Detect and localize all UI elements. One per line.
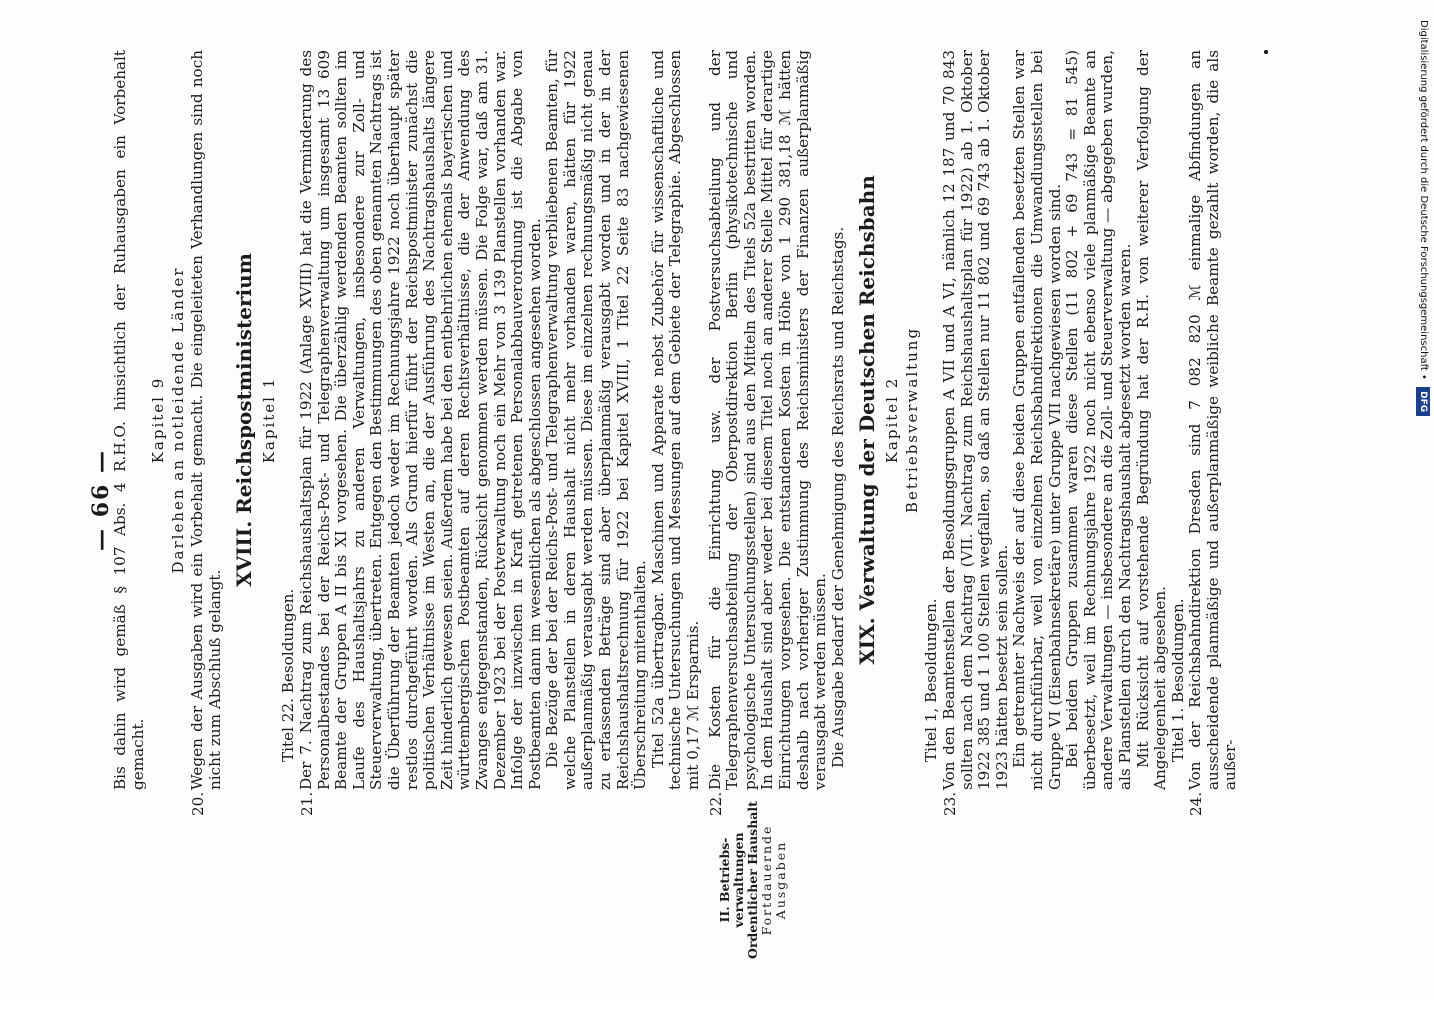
title-line: Titel 1, Besoldungen. [922, 598, 941, 762]
main-column [111, 50, 1240, 816]
item-text: Ein getrennter Nachweis der auf diese beiden Gruppen entfallenden besetzten Stellen war nicht durchführbar, weil von einzelnen Reichsbahndirektionen die Umwandlungsstellen bei Gruppe VI (Eisenbahnsekretäre) unter Gruppe VII nachgewiesen worden sind. [1010, 50, 1064, 790]
section-heading: XVIII. Reichspostministerium [232, 253, 257, 587]
item-text: Von der Reichsbahndirektion Dresden sind 7 082 820 ℳ einmalige Abfindungen an ausscheidende planmäßige und außerplanmäßige weibliche Beamte gezahlt worden, die als außer- [1186, 50, 1240, 790]
margin-note [718, 780, 788, 980]
page-mark [1264, 50, 1268, 54]
chapter-title: Betriebsverwaltung [903, 326, 922, 514]
rotated-document [88, 20, 1328, 980]
item-text: Die Ausgabe bedarf der Genehmigung des Reichsrats und Reichstags. [828, 226, 847, 768]
title-line: Titel 22. Besoldungen. [279, 588, 298, 762]
dfg-logo-icon: DFG [1416, 387, 1430, 416]
credit-text: Digitalisierung gefördert durch die Deutsche Forschungsgemeinschaft • [1418, 20, 1429, 380]
item-23 [939, 50, 1170, 816]
chapter-heading: Kapitel 1 [260, 376, 279, 464]
item-20 [188, 50, 224, 816]
sidebar-credit [1412, 0, 1434, 1020]
item-21 [296, 50, 703, 816]
margin-line: Ausgaben [773, 840, 788, 920]
margin-line: verwaltungen [731, 832, 746, 928]
item-text: Mit Rücksicht auf vorstehende Begründung hat der R.H. von weiterer Verfolgung der Angelegenheit abgesehen. [1133, 50, 1170, 790]
margin-line: Fortdauernde [759, 824, 774, 936]
item-text: Der 7. Nachtrag zum Reichshaushaltsplan für 1922 (Anlage XVIII) hat die Verminderung des Personalbestandes bei der Reichs-Post- und Telegraphenverwaltung um insgesamt 13 609 Beamte der Gruppen A II bis XI vorgesehen. Die überzählig werdenden Beamten sollten im Laufe des Haushaltsjahrs zu anderen Verwaltungen, insbesondere zur Zoll- und Steuerverwaltung, übertreten. Entgegen den Bestimmungen des oben genannten Nachtrags ist die Überführung der Beamten jedoch weder im Rechnungsjahre 1922 noch überhaupt später restlos durchgeführt worden. Als Grund hierfür führt der Reichspostminister zunächst die politischen Verhältnisse im Westen an, die der Ausführung des Nachtragshaushalts längere Zeit hinderlich gewesen seien. Außerdem habe bei den entbehrlichen ehemals bayerischen und württembergischen Postbeamten auf deren Rechtsverhältnisse, die der Anwendung des Zwanges entgegenstanden, Rücksicht genommen werden müssen. Die Folge war, daß am 31. Dezember 1923 bei der Postverwaltung noch ein Mehr von 3 139 Planstellen vorhanden war. Infolge der inzwischen in Kraft getretenen Personalabbauverordnung ist die Abgabe von Postbeamten dann im wesentlichen als abgeschlossen angesehen worden. [296, 50, 544, 790]
page-number: — 66 — [88, 449, 114, 551]
item-text: Wegen der Ausgaben wird ein Vorbehalt gemacht. Die eingeleiteten Verhandlungen sind noch nicht zum Abschluß gelangt. [188, 50, 224, 790]
title-line: Titel 1. Besoldungen. [1168, 598, 1187, 762]
item-number: 22. [706, 791, 725, 816]
chapter-heading: Kapitel 9 [149, 376, 168, 464]
intro-paragraph: Bis dahin wird gemäß § 107 Abs. 4 R.H.O. hinsichtlich der Ruhausgaben ein Vorbehalt gemacht. [111, 50, 147, 790]
item-22 [705, 50, 848, 816]
margin-line: Ordentlicher Haushalt [745, 801, 760, 959]
item-number: 23. [940, 791, 959, 816]
item-text: Von den Beamtenstellen der Besoldungsgruppen A VII und A VI, nämlich 12 187 und 70 843 sollten nach dem Nachtrag (VII. Nachtrag zum Reichshaushaltsplan für 1922) ab 1. Oktober 1922 385 und 1 100 Stellen wegfallen, so daß an Stellen nur 11 802 und 69 743 ab 1. Oktober 1923 hätten besetzt sein sollen. [939, 50, 1011, 790]
item-text: Bei beiden Gruppen zusammen waren diese Stellen (11 802 + 69 743 = 81 545) überbesetzt, weil im Rechnungsjahre 1922 noch nicht ebenso viele planmäßige Beamte an andere Verwaltungen — insbesondere an die Zoll- und Steuerverwaltung — abgegeben wurden, als Planstellen durch den Nachtragshaushalt abgesetzt worden waren. [1063, 50, 1134, 790]
dfg-sidebar [1412, 0, 1434, 1000]
margin-line: II. Betriebs- [717, 837, 732, 923]
item-text: Die Kosten für die Einrichtung usw. der Postversuchsabteilung und der Telegraphenversuchsabteilung der Oberpostdirektion Berlin (physikotechnische und psychologische Untersuchungsstellen) sind aus den Mitteln des Titels 52a bestritten worden. In dem Haushalt sind aber weder bei diesem Titel noch an anderer Stelle Mittel für derartige Einrichtungen vorgesehen. Die entstandenen Kosten in Höhe von 1 290 381,18 ℳ hätten deshalb nach vorheriger Zustimmung des Reichsministers der Finanzen außerplanmäßig verausgabt werden müssen. [705, 50, 830, 790]
item-number: 20. [189, 791, 208, 816]
section-heading: XIX. Verwaltung der Deutschen Reichsbahn [855, 175, 880, 665]
item-number: 21. [297, 791, 316, 816]
chapter-title: Darlehen an notleidende Länder [169, 266, 188, 574]
item-text: Titel 52a übertragbar. Maschinen und Apparate nebst Zubehör für wissenschaftliche und technische Untersuchungen und Messungen auf dem Gebiete der Telegraphie. Abgeschlossen mit 0,17 ℳ Ersparnis. [648, 50, 703, 790]
chapter-heading: Kapitel 2 [883, 376, 902, 464]
item-text: Die Bezüge der bei der Reichs-Post- und Telegraphenverwaltung verbliebenen Beamten, für welche Planstellen in deren Haushalt nicht mehr vorhanden waren, hätten für 1922 außerplanmäßig verausgabt werden müssen. Diese im einzelnen rechnungsmäßig nicht genau zu erfassenden Beträge sind aber überplanmäßig verausgabt worden und in der in der Reichshaushaltsrechnung für 1922 bei Kapitel XVIII, 1 Titel 22 Seite 83 nachgewiesenen Überschreitung mitenthalten. [543, 50, 650, 790]
item-number: 24. [1187, 791, 1206, 816]
item-24 [1186, 50, 1240, 816]
